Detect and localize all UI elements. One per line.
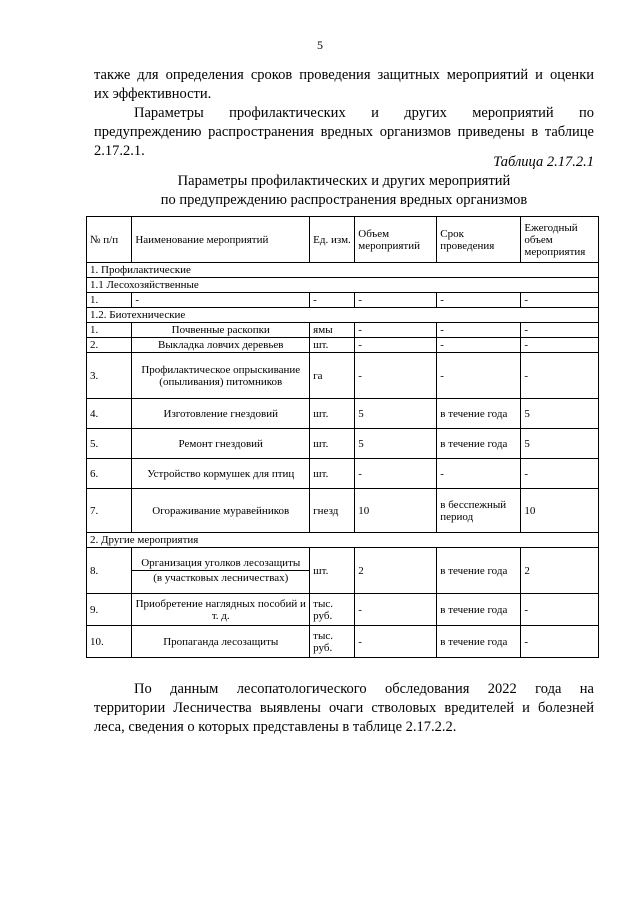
cell-yearly: - (521, 626, 599, 658)
section-label: 2. Другие мероприятия (87, 533, 599, 548)
table-header-row (87, 217, 599, 263)
cell-yearly: - (521, 338, 599, 353)
header-term: Срок проведения (437, 217, 521, 263)
cell-volume: - (355, 338, 437, 353)
cell-name: - (132, 293, 310, 308)
table-row (87, 429, 599, 459)
section-label: 1.1 Лесохозяйственные (87, 278, 599, 293)
cell-unit: шт. (310, 548, 355, 594)
header-unit: Ед. изм. (310, 217, 355, 263)
cell-num: 1. (87, 323, 132, 338)
cell-num: 2. (87, 338, 132, 353)
table-title-line-2: по предупреждению распространения вредных организмов (160, 192, 528, 208)
cell-volume: - (355, 353, 437, 399)
cell-unit: ямы (310, 323, 355, 338)
cell-unit: тыс. руб. (310, 626, 355, 658)
cell-volume: 2 (355, 548, 437, 594)
cell-yearly: 5 (521, 399, 599, 429)
cell-unit: га (310, 353, 355, 399)
cell-yearly: 10 (521, 489, 599, 533)
outro-line-3: леса, сведения о которых представлены в таблице 2.17.2.2. (94, 719, 457, 735)
cell-term: в бесспежный период (437, 489, 521, 533)
cell-yearly: 5 (521, 429, 599, 459)
cell-num: 4. (87, 399, 132, 429)
cell-num: 5. (87, 429, 132, 459)
cell-unit: шт. (310, 459, 355, 489)
table-caption: Таблица 2.17.2.1 (493, 154, 594, 170)
table-row (87, 353, 599, 399)
cell-volume: - (355, 323, 437, 338)
cell-volume: - (355, 459, 437, 489)
cell-unit: - (310, 293, 355, 308)
intro-line-5: 2.17.2.1. (94, 143, 145, 159)
cell-volume: - (355, 293, 437, 308)
cell-name: Огораживание муравейников (132, 489, 310, 533)
table-title-line-1: Параметры профилактических и других мероприятий (177, 173, 511, 189)
cell-yearly: - (521, 323, 599, 338)
cell-name (132, 548, 310, 594)
cell-volume: 5 (355, 429, 437, 459)
cell-volume: - (355, 626, 437, 658)
cell-name-part-a: Организация уголков лесозащиты (132, 557, 309, 571)
cell-term: - (437, 323, 521, 338)
cell-unit: тыс. руб. (310, 594, 355, 626)
cell-name: Устройство кормушек для птиц (132, 459, 310, 489)
cell-term: в течение года (437, 594, 521, 626)
intro-line-1: также для определения сроков проведения защитных мероприятий и оценки (94, 67, 594, 83)
cell-unit: шт. (310, 399, 355, 429)
section-row (87, 308, 599, 323)
cell-name: Пропаганда лесозащиты (132, 626, 310, 658)
page-number: 5 (317, 38, 323, 52)
section-label: 1.2. Биотехнические (87, 308, 599, 323)
cell-term: - (437, 338, 521, 353)
table-row (87, 399, 599, 429)
cell-term: в течение года (437, 399, 521, 429)
table-row (87, 626, 599, 658)
cell-term: - (437, 293, 521, 308)
table-row (87, 594, 599, 626)
intro-line-2: их эффективности. (94, 86, 212, 102)
cell-name: Ремонт гнездовий (132, 429, 310, 459)
cell-num: 10. (87, 626, 132, 658)
section-row (87, 533, 599, 548)
cell-yearly: - (521, 293, 599, 308)
cell-volume: - (355, 594, 437, 626)
cell-num: 7. (87, 489, 132, 533)
outro-line-1: По данным лесопатологического обследования 2022 года на (134, 681, 594, 697)
cell-num: 3. (87, 353, 132, 399)
cell-volume: 5 (355, 399, 437, 429)
table-row (87, 338, 599, 353)
header-num: № п/п (87, 217, 132, 263)
section-row (87, 278, 599, 293)
intro-line-3: Параметры профилактических и других мероприятий по (134, 105, 594, 121)
cell-unit: гнезд (310, 489, 355, 533)
section-row (87, 263, 599, 278)
cell-yearly: - (521, 353, 599, 399)
table-row (87, 293, 599, 308)
intro-line-4: предупреждению распространения вредных организмов приведены в таблице (94, 124, 594, 140)
cell-num: 9. (87, 594, 132, 626)
cell-name: Выкладка ловчих деревьев (132, 338, 310, 353)
table-row (87, 323, 599, 338)
cell-name-part-b: (в участковых лесничествах) (153, 572, 289, 584)
cell-volume: 10 (355, 489, 437, 533)
measures-table (86, 216, 599, 658)
cell-name: Профилактическое опрыскивание (опыливания) питомников (132, 353, 310, 399)
cell-name: Приобретение наглядных пособий и т. д. (132, 594, 310, 626)
cell-num: 1. (87, 293, 132, 308)
cell-unit: шт. (310, 338, 355, 353)
cell-term: в течение года (437, 429, 521, 459)
header-name: Наименование мероприятий (132, 217, 310, 263)
cell-num: 8. (87, 548, 132, 594)
cell-name: Почвенные раскопки (132, 323, 310, 338)
table-row (87, 459, 599, 489)
cell-term: - (437, 459, 521, 489)
cell-term: в течение года (437, 626, 521, 658)
cell-num: 6. (87, 459, 132, 489)
cell-term: - (437, 353, 521, 399)
cell-term: в течение года (437, 548, 521, 594)
header-volume: Объем мероприятий (355, 217, 437, 263)
cell-yearly: - (521, 594, 599, 626)
section-label: 1. Профилактические (87, 263, 599, 278)
header-yearly: Ежегодный объем мероприятия (521, 217, 599, 263)
cell-yearly: 2 (521, 548, 599, 594)
table-row (87, 548, 599, 594)
cell-yearly: - (521, 459, 599, 489)
cell-name: Изготовление гнездовий (132, 399, 310, 429)
table-row (87, 489, 599, 533)
outro-line-2: территории Лесничества выявлены очаги стволовых вредителей и болезней (94, 700, 594, 716)
cell-unit: шт. (310, 429, 355, 459)
